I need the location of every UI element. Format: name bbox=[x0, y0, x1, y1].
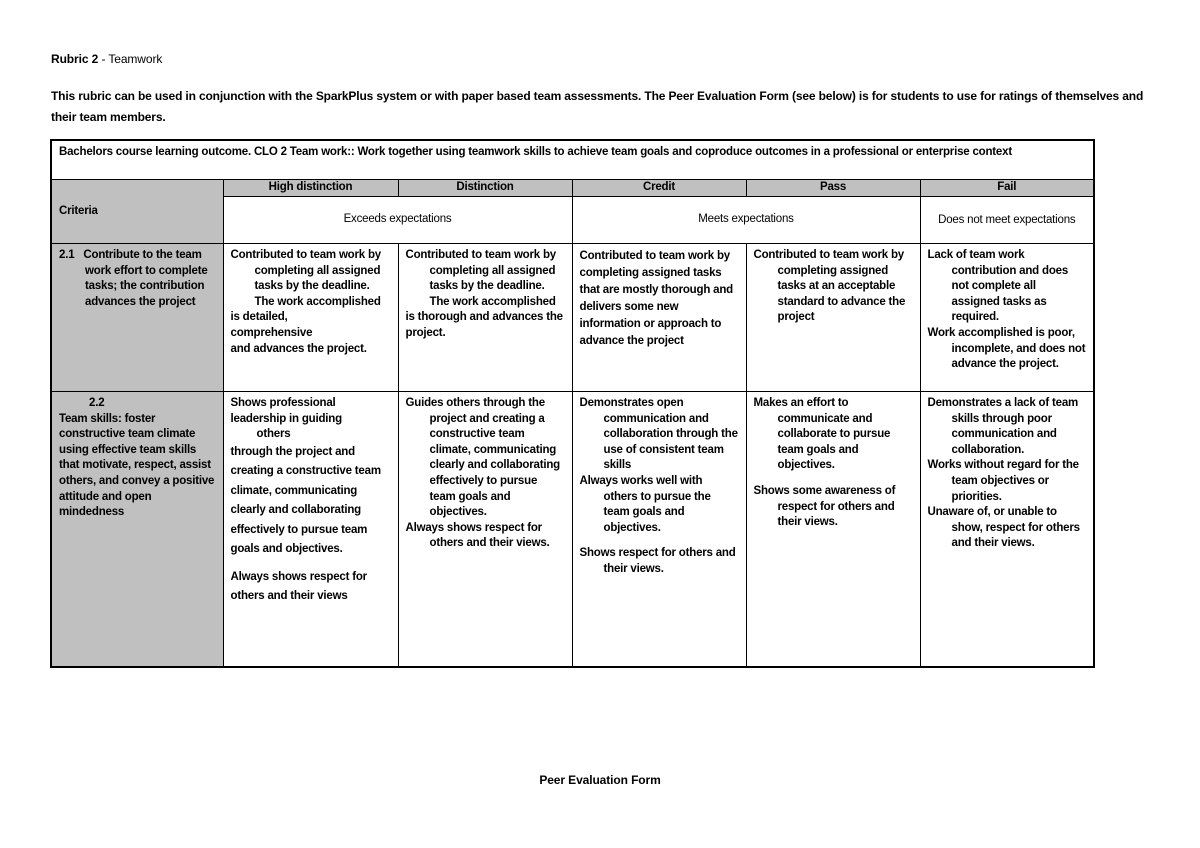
row2-distinction: Guides others through the project and creating a constructive team climate, communicating clearly and collaborating effectively to pursue team goals and objectives. Always shows respect for others and their views. bbox=[398, 392, 572, 668]
rubric-table bbox=[50, 139, 1095, 668]
heading-rest: - Teamwork bbox=[98, 52, 163, 66]
criterion-2-2: 2.2 Team skills: foster constructive team climate using effective team skills that motivate, respect, assist others, and convey a positive attitude and open mindedness bbox=[51, 392, 223, 668]
page-heading bbox=[51, 52, 162, 66]
row1-pass: Contributed to team work by completing assigned tasks at an acceptable standard to advance the project bbox=[746, 244, 920, 392]
meets-expectations: Meets expectations bbox=[572, 197, 920, 244]
row1-fail: Lack of team work contribution and does not complete all assigned tasks as required. Work accomplished is poor, incomplete, and does not advance the project. bbox=[920, 244, 1094, 392]
exceeds-expectations: Exceeds expectations bbox=[223, 197, 572, 244]
criterion-2-1 bbox=[51, 244, 223, 392]
row1-high-distinction: Contributed to team work by completing all assigned tasks by the deadline. The work accomplished is detailed, comprehensive and advances the project. bbox=[223, 244, 398, 392]
level-fail: Fail bbox=[920, 180, 1094, 197]
learning-outcome: Bachelors course learning outcome. CLO 2 Team work:: Work together using teamwork skills to achieve team goals and coproduce outcomes in a professional or enterprise context bbox=[51, 140, 1094, 180]
row2-high-distinction: Shows professional leadership in guiding others through the project and creating a constructive team climate, communicating clearly and collaborating effectively to pursue team goals and objectives. Always shows respect for others and their views bbox=[223, 392, 398, 668]
criterion-2-1-text: 2.1 Contribute to the team work effort to complete tasks; the contribution advances the project bbox=[59, 249, 208, 308]
row1-distinction: Contributed to team work by completing all assigned tasks by the deadline. The work accomplished is thorough and advances the project. bbox=[398, 244, 572, 392]
criteria-header: Criteria bbox=[51, 180, 223, 244]
row2-pass: Makes an effort to communicate and collaborate to pursue team goals and objectives. Shows some awareness of respect for others and their views. bbox=[746, 392, 920, 668]
intro-paragraph: This rubric can be used in conjunction with the SparkPlus system or with paper based team assessments. The Peer Evaluation Form (see below) is for students to use for ratings of themselves and their team members. bbox=[51, 89, 1144, 124]
table-row bbox=[51, 244, 1094, 392]
row2-credit: Demonstrates open communication and collaboration through the use of consistent team skills Always works well with others to pursue the team goals and objectives. Shows respect for others and their views. bbox=[572, 392, 746, 668]
row2-fail: Demonstrates a lack of team skills through poor communication and collaboration. Works without regard for the team objectives or priorities. Unaware of, or unable to show, respect for others and their views. bbox=[920, 392, 1094, 668]
row1-credit: Contributed to team work by completing assigned tasks that are mostly thorough and delivers some new information or approach to advance the project bbox=[572, 244, 746, 392]
level-high-distinction: High distinction bbox=[223, 180, 398, 197]
level-pass: Pass bbox=[746, 180, 920, 197]
table-row bbox=[51, 392, 1094, 668]
level-distinction: Distinction bbox=[398, 180, 572, 197]
peer-evaluation-title: Peer Evaluation Form bbox=[539, 773, 661, 787]
level-credit: Credit bbox=[572, 180, 746, 197]
heading-bold: Rubric 2 bbox=[51, 52, 99, 66]
does-not-meet-expectations: Does not meet expectations bbox=[920, 197, 1094, 244]
